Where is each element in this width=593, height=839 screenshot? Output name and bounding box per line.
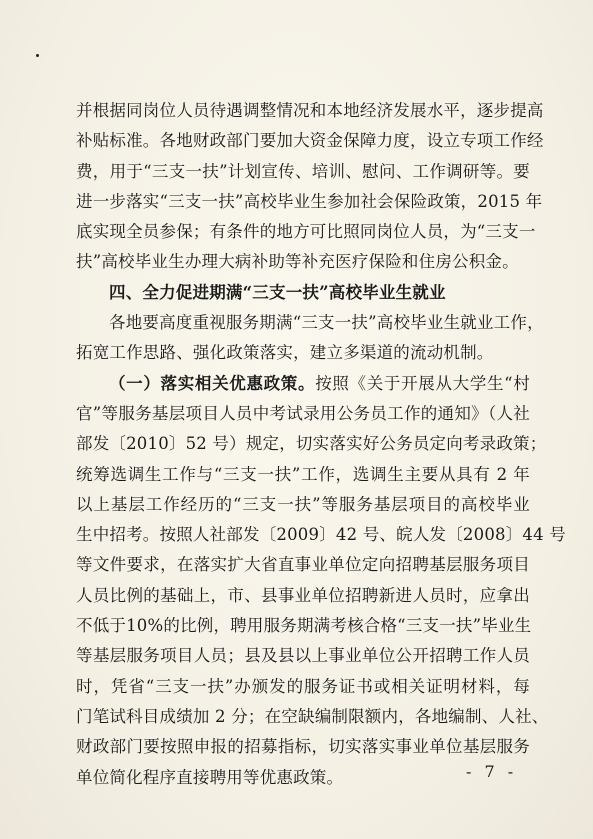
text-line: 各地要高度重视服务期满“三支一扶”高校毕业生就业工作，: [109, 313, 544, 333]
body-text: [76, 96, 566, 793]
text-line: 统筹选调生工作与“三支一扶”工作，选调生主要从具有 2 年: [76, 464, 530, 484]
text-line: 补贴标准。各地财政部门要加大资金保障力度，设立专项工作经: [76, 131, 544, 151]
text-line: 人员比例的基础上，市、县事业单位招聘新进人员时，应拿出: [76, 585, 530, 605]
text-line: 费，用于“三支一扶”计划宣传、培训、慰问、工作调研等。要: [76, 161, 530, 181]
text-line: 并根据同岗位人员待遇调整情况和本地经济发展水平，逐步提高: [76, 101, 544, 120]
text-line: 单位简化程序直接聘用等优惠政策。: [76, 767, 344, 787]
text-line: 官”等服务基层项目人员中考试录用公务员工作的通知》（人社: [76, 403, 530, 423]
text-line: 扶”高校毕业生办理大病补助等补充医疗保险和住房公积金。: [76, 252, 519, 272]
text-line: 部发〔2010〕52 号）规定，切实落实好公务员定向考录政策；: [76, 434, 547, 454]
text-line: 底实现全员参保；有条件的地方可比照同岗位人员，为“三支一: [76, 222, 536, 242]
text-line: 等基层服务项目人员；县及县以上事业单位公开招聘工作人员: [76, 646, 530, 666]
text-line: 等文件要求，在落实扩大省直事业单位定向招聘基层服务项目: [76, 555, 530, 575]
text-line: 拓宽工作思路、强化政策落实，建立多渠道的流动机制。: [76, 343, 494, 363]
scan-speck: [36, 54, 39, 57]
subsection-lead-rest: 按照《关于开展从大学生“村: [315, 373, 530, 393]
text-line: 以上基层工作经历的“三支一扶”等服务基层项目的高校毕业: [76, 494, 530, 514]
text-line: 不低于10%的比例，聘用服务期满考核合格“三支一扶”毕业生: [76, 616, 532, 636]
page-number: - 7 -: [466, 762, 518, 781]
text-line: 门笔试科目成绩加 2 分；在空缺编制限额内，各地编制、人社、: [76, 706, 549, 726]
section-heading: 四、全力促进期满“三支一扶”高校毕业生就业: [109, 282, 446, 302]
text-line: 进一步落实“三支一扶”高校毕业生参加社会保险政策，2015 年: [76, 191, 543, 211]
text-line: 生中招考。按照人社部发〔2009〕42 号、皖人发〔2008〕44 号: [76, 525, 566, 545]
text-line: 时，凭省“三支一扶”办颁发的服务证书或相关证明材料，每: [76, 676, 530, 696]
text-line: [76, 369, 530, 399]
subsection-lead: （一）落实相关优惠政策。: [109, 373, 316, 393]
text-line: 财政部门要按照申报的招募指标，切实落实事业单位基层服务: [76, 737, 530, 757]
